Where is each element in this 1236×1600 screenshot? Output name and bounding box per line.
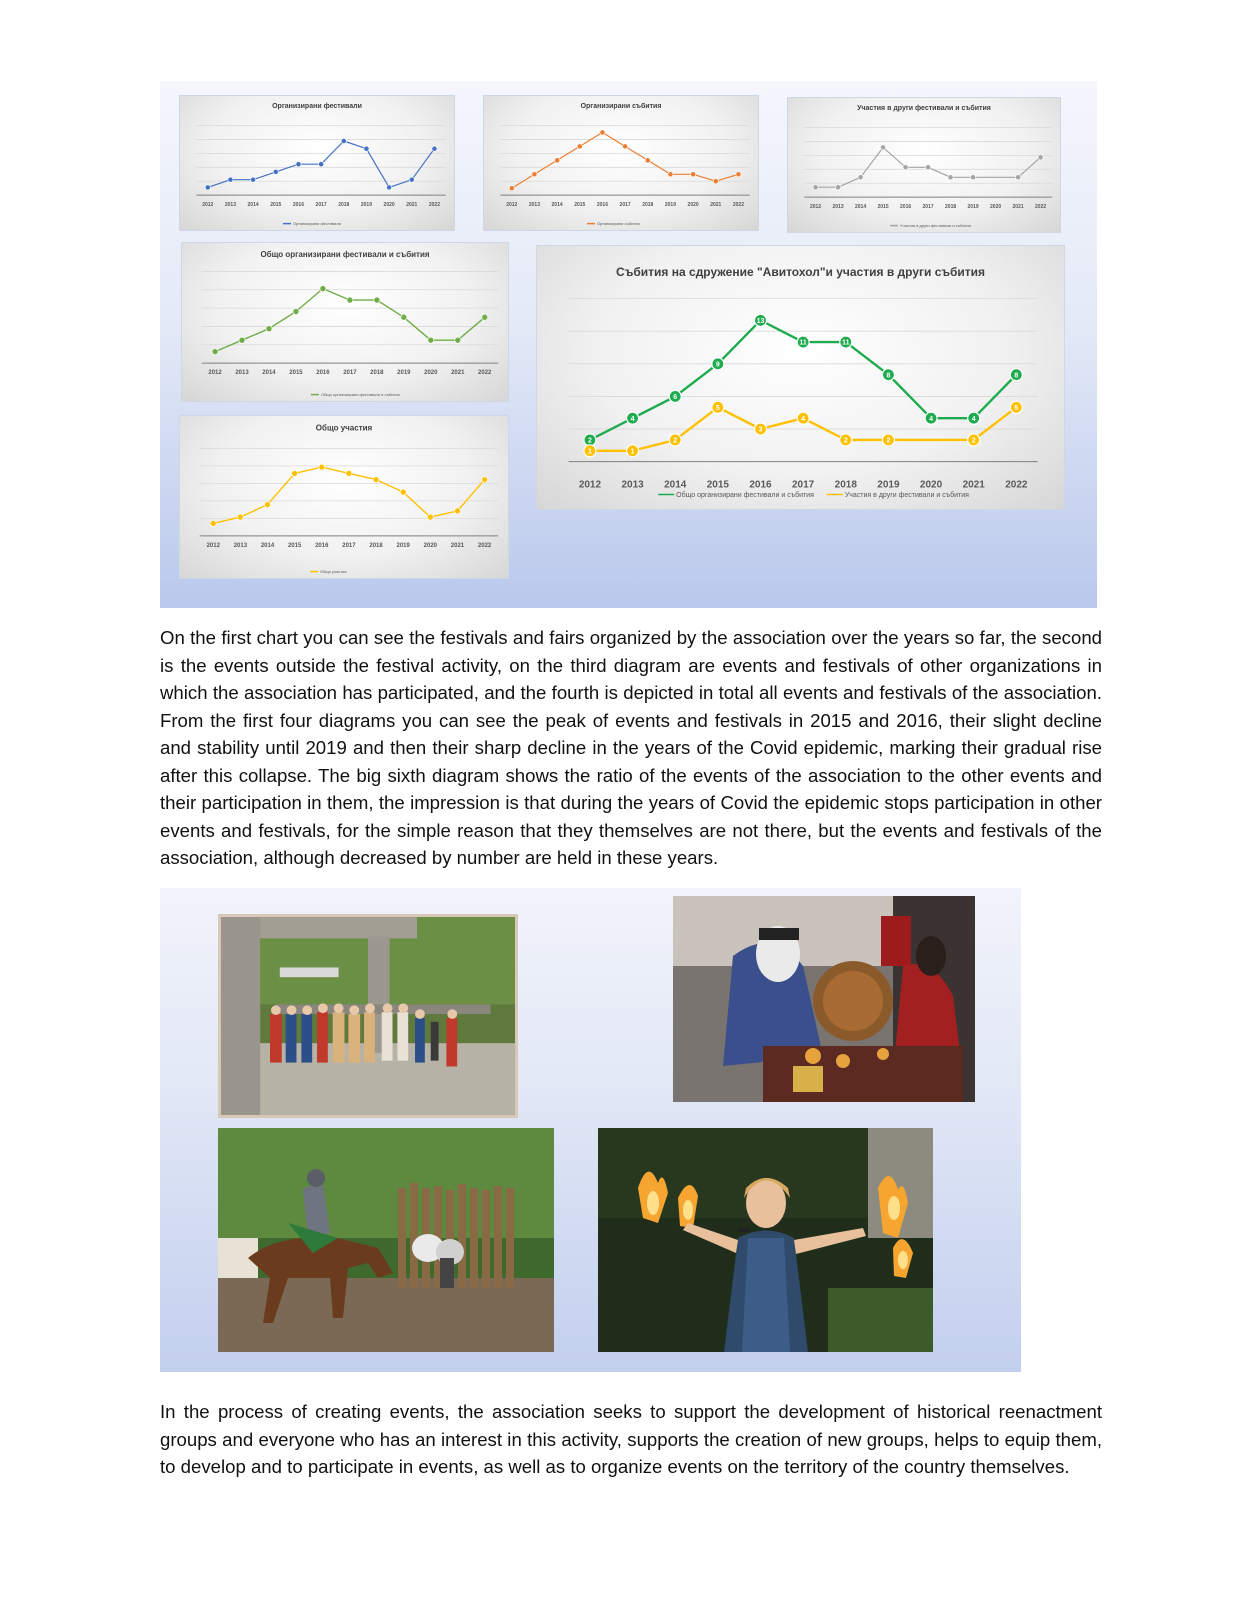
data-point: [373, 477, 379, 483]
photo-masked-knight-market: [673, 896, 975, 1102]
data-point: [401, 314, 407, 320]
x-tick-label: 2013: [621, 479, 644, 491]
data-label: 9: [715, 361, 720, 369]
data-label: 2: [587, 437, 592, 445]
data-point: [482, 477, 488, 483]
paragraph-association-support: In the process of creating events, the association seeks to support the development of historical reenactment groups and everyone who has an interest in this activity, supports the creation of new groups, helps to equip them, to develop and to participate in events, as well as to organize events on the territory of the country themselves.: [160, 1401, 1102, 1477]
x-tick-label: 2018: [642, 202, 654, 209]
data-point: [228, 177, 233, 182]
data-point: [205, 185, 210, 190]
x-tick-label: 2012: [202, 202, 214, 209]
x-tick-label: 2012: [810, 204, 822, 211]
data-point: [903, 165, 908, 170]
x-tick-label: 2020: [423, 542, 438, 549]
legend-label: Участия в други фестивали и събития: [844, 492, 969, 499]
data-point: [409, 177, 414, 182]
x-tick-label: 2018: [369, 542, 383, 549]
x-tick-label: 2021: [406, 202, 418, 209]
data-point: [428, 337, 434, 343]
x-tick-label: 2015: [574, 202, 586, 209]
data-label: 4: [971, 415, 976, 423]
data-point: [970, 175, 975, 180]
legend-label: Организирани събития: [597, 221, 640, 226]
data-point: [346, 470, 352, 476]
data-point: [296, 162, 301, 167]
x-tick-label: 2014: [855, 204, 867, 211]
legend-label: Участия в други фестивали и събития: [900, 223, 971, 228]
x-tick-label: 2017: [343, 370, 357, 377]
data-point: [347, 297, 353, 303]
data-point: [265, 502, 271, 508]
x-tick-label: 2020: [383, 202, 395, 209]
x-tick-label: 2013: [528, 202, 541, 209]
data-point: [455, 337, 461, 343]
x-tick-label: 2012: [206, 542, 220, 549]
data-point: [319, 162, 324, 167]
x-tick-label: 2020: [687, 202, 699, 209]
data-label: 8: [886, 372, 891, 380]
data-label: 4: [801, 415, 806, 423]
x-tick-label: 2021: [1012, 204, 1024, 211]
legend-label: Организирани фестивали: [293, 221, 341, 226]
data-point: [364, 146, 369, 151]
x-tick-label: 2020: [919, 479, 943, 491]
x-tick-label: 2021: [962, 479, 985, 491]
data-label: 6: [673, 394, 678, 402]
x-tick-label: 2017: [315, 202, 327, 209]
data-point: [835, 185, 840, 190]
x-tick-label: 2018: [945, 204, 957, 211]
x-tick-label: 2022: [1005, 479, 1028, 491]
x-tick-label: 2012: [506, 202, 518, 209]
chart-title: Общо организирани фестивали и събития: [260, 250, 430, 260]
x-tick-label: 2013: [224, 202, 237, 209]
x-tick-label: 2016: [292, 202, 305, 209]
x-tick-label: 2021: [710, 202, 722, 209]
x-tick-label: 2017: [619, 202, 631, 209]
x-tick-label: 2019: [664, 202, 677, 209]
data-point: [374, 297, 380, 303]
x-tick-label: 2014: [551, 202, 563, 209]
x-tick-label: 2022: [428, 202, 441, 209]
data-point: [880, 145, 885, 150]
x-tick-label: 2012: [208, 370, 222, 377]
data-label: 13: [756, 317, 765, 325]
data-point: [948, 175, 953, 180]
chart-title: Организирани фестивали: [272, 103, 362, 111]
chart-organized-festivals: [179, 95, 455, 231]
x-tick-label: 2015: [706, 479, 729, 491]
x-tick-label: 2019: [360, 202, 373, 209]
x-tick-label: 2016: [316, 370, 330, 377]
data-point: [210, 520, 216, 526]
photos-panel: [160, 888, 1021, 1372]
data-point: [555, 158, 560, 163]
x-tick-label: 2019: [396, 542, 410, 549]
x-tick-label: 2018: [338, 202, 350, 209]
data-label: 2: [843, 437, 848, 445]
data-label: 4: [929, 415, 934, 423]
x-tick-label: 2016: [900, 204, 912, 211]
data-point: [713, 179, 718, 184]
x-tick-label: 2018: [370, 370, 384, 377]
x-tick-label: 2014: [260, 542, 275, 549]
chart-total-participation: [179, 415, 509, 579]
data-point: [239, 337, 245, 343]
x-tick-label: 2015: [289, 370, 303, 377]
data-point: [668, 172, 673, 177]
data-point: [400, 489, 406, 495]
x-tick-label: 2020: [424, 370, 438, 377]
x-tick-label: 2016: [596, 202, 609, 209]
x-tick-label: 2019: [877, 479, 900, 491]
data-point: [251, 177, 256, 182]
data-label: 2: [673, 437, 678, 445]
data-label: 5: [715, 404, 720, 412]
legend-label: Общо организирани фестивали и събития: [321, 392, 400, 397]
data-label: 11: [799, 339, 807, 347]
data-point: [577, 144, 582, 149]
x-tick-label: 2013: [235, 370, 249, 377]
legend-label: Общо участия: [320, 569, 347, 574]
charts-panel: [160, 81, 1097, 608]
data-point: [319, 464, 325, 470]
chart-organized-events: [483, 95, 759, 231]
data-point: [212, 349, 218, 355]
x-tick-label: 2019: [967, 204, 979, 211]
data-label: 2: [886, 437, 891, 445]
data-point: [736, 172, 741, 177]
chart-title: Участия в други фестивали и събития: [857, 105, 991, 113]
x-tick-label: 2017: [342, 542, 356, 549]
photo-stone-gate-ceremony: [218, 914, 518, 1118]
data-point: [600, 130, 605, 135]
data-point: [427, 514, 433, 520]
data-label: 3: [758, 426, 763, 434]
data-label: 1: [630, 448, 635, 456]
x-tick-label: 2014: [664, 479, 687, 491]
data-point: [432, 146, 437, 151]
x-tick-label: 2019: [397, 370, 411, 377]
data-label: 8: [1014, 372, 1019, 380]
chart-title: Общо участия: [315, 423, 373, 433]
data-point: [273, 169, 278, 174]
x-tick-label: 2020: [990, 204, 1002, 211]
x-tick-label: 2021: [450, 542, 465, 549]
x-tick-label: 2022: [478, 370, 492, 377]
x-tick-label: 2017: [922, 204, 934, 211]
photo-fire-performer: [598, 1128, 933, 1352]
x-tick-label: 2021: [451, 370, 465, 377]
data-label: 2: [971, 437, 976, 445]
x-tick-label: 2022: [732, 202, 745, 209]
legend-label: Общо организирани фестивали и събития: [676, 492, 814, 499]
data-point: [509, 186, 514, 191]
x-tick-label: 2014: [247, 202, 259, 209]
chart-participation-other: [787, 97, 1061, 233]
x-tick-label: 2018: [834, 479, 857, 491]
x-tick-label: 2015: [287, 542, 302, 549]
chart-total-organized: [181, 242, 509, 402]
x-tick-label: 2022: [477, 542, 492, 549]
data-point: [532, 172, 537, 177]
data-label: 4: [630, 415, 635, 423]
chart-title: Събития на сдружение "Авитохол"и участия в други събития: [615, 265, 986, 279]
data-point: [925, 165, 930, 170]
data-point: [858, 175, 863, 180]
data-point: [645, 158, 650, 163]
paragraph-chart-description: On the first chart you can see the festivals and fairs organized by the association over the years so far, the second is the events outside the festival activity, on the third diagram are events and festivals of other organizations in which the association has participated, and the fourth is depicted in total all events and festivals of the association. From the first four diagrams you can see the peak of events and festivals in 2015 and 2016, their slight decline and stability until 2019 and then their sharp decline in the years of the Covid epidemic, marking their gradual rise after this collapse. The big sixth diagram shows the ratio of the events of the association to the other events and their participation in them, the impression is that during the years of Covid the epidemic stops participation in other events and festivals, for the simple reason that they themselves are not there, but the events and festivals of the association, although decreased by number are held in these years.: [160, 627, 1102, 868]
data-point: [266, 326, 272, 332]
data-point: [320, 286, 326, 292]
data-point: [293, 309, 299, 315]
data-point: [482, 314, 488, 320]
x-tick-label: 2012: [578, 479, 602, 491]
data-point: [387, 185, 392, 190]
data-label: 5: [1014, 404, 1019, 412]
data-point: [237, 514, 243, 520]
data-point: [813, 185, 818, 190]
data-label: 1: [587, 448, 592, 456]
data-point: [691, 172, 696, 177]
x-tick-label: 2017: [792, 479, 815, 491]
data-point: [341, 138, 346, 143]
data-label: 11: [842, 339, 850, 347]
data-point: [623, 144, 628, 149]
series-line: [512, 132, 739, 188]
x-tick-label: 2016: [749, 479, 772, 491]
x-tick-label: 2016: [315, 542, 329, 549]
data-point: [1015, 175, 1020, 180]
x-tick-label: 2013: [832, 204, 844, 211]
photo-horse-archer: [218, 1128, 554, 1352]
data-point: [1038, 155, 1043, 160]
x-tick-label: 2013: [233, 542, 248, 549]
chart-avitohol-events: [536, 245, 1065, 510]
data-point: [292, 470, 298, 476]
x-tick-label: 2022: [1035, 204, 1047, 211]
chart-title: Организирани събития: [580, 103, 662, 111]
x-tick-label: 2015: [877, 204, 889, 211]
x-tick-label: 2014: [262, 370, 276, 377]
x-tick-label: 2015: [270, 202, 282, 209]
data-point: [454, 508, 460, 514]
